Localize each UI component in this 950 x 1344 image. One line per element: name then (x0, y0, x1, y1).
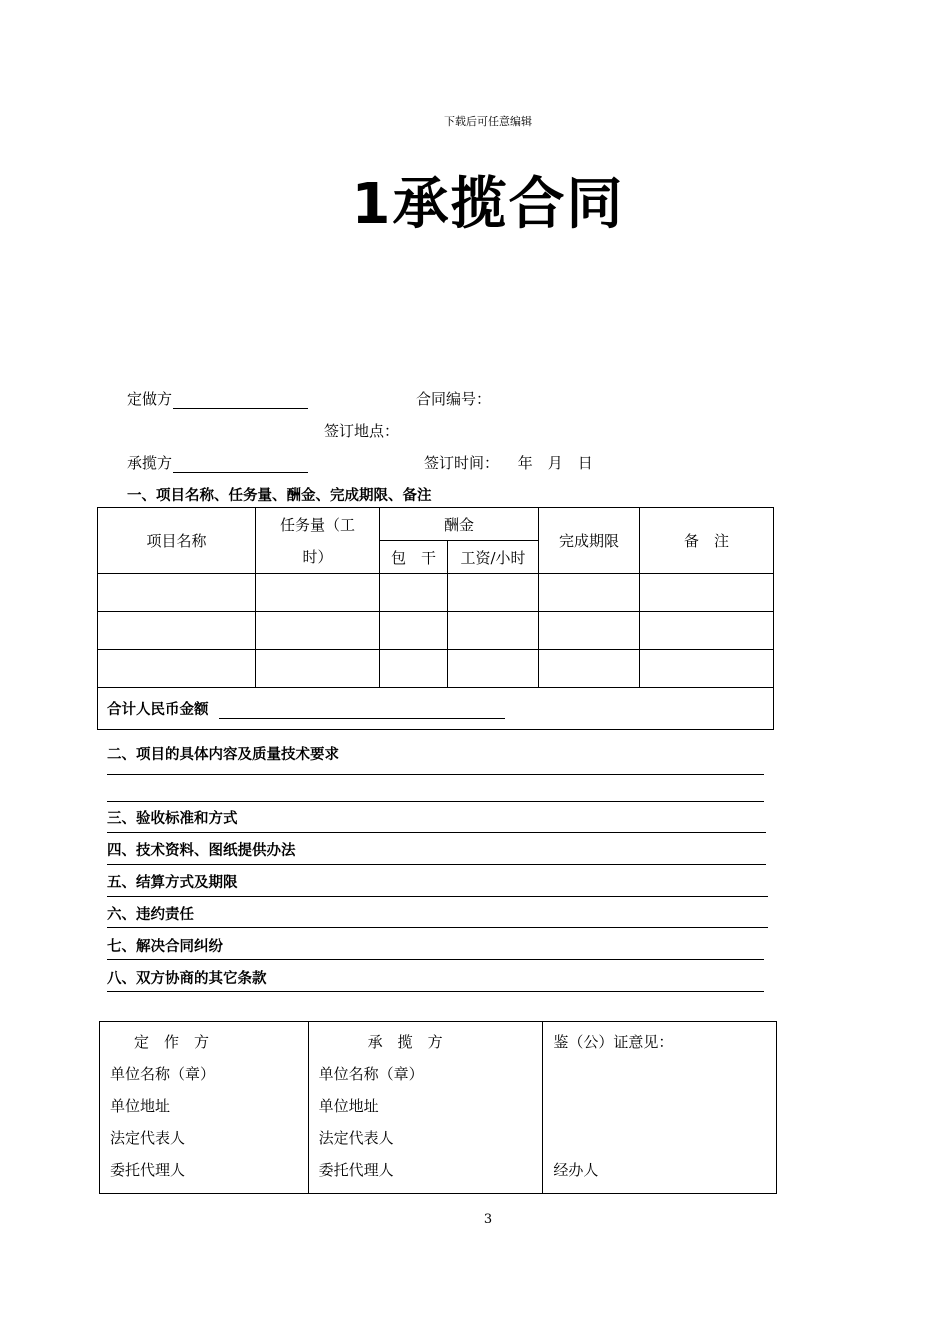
contractor-agent: 委托代理人 (318, 1161, 394, 1179)
page-number: 3 (483, 1212, 493, 1227)
handler-label: 经办人 (553, 1161, 599, 1179)
contractor-party-field (127, 452, 308, 473)
document-title: 1承揽合同 (351, 172, 625, 237)
contractor-party-label: 承揽方 (127, 454, 173, 472)
col-header-deadline: 完成期限 (539, 508, 640, 574)
contract-no-label: 合同编号： (416, 390, 492, 408)
table-row (98, 650, 774, 688)
ordering-party-label: 定做方 (127, 390, 173, 408)
col-header-pay-lump: 包 干 (380, 541, 448, 574)
col-header-workload: 任务量（工时） (256, 508, 380, 574)
contractor-party-heading: 承 揽 方 (367, 1033, 443, 1051)
contractor-sign-cell (308, 1022, 543, 1194)
signature-table (99, 1021, 777, 1194)
ordering-agent: 委托代理人 (110, 1161, 186, 1179)
ordering-party-field (127, 388, 308, 409)
col-header-remark: 备 注 (640, 508, 774, 574)
section5-heading: 五、结算方式及期限 (107, 875, 238, 891)
total-amount-row (98, 688, 774, 730)
section4-heading: 四、技术资料、图纸提供办法 (107, 843, 296, 859)
col-header-pay-hourly: 工资/小时 (448, 541, 539, 574)
fill-line (107, 801, 764, 802)
ordering-legal-rep: 法定代表人 (110, 1129, 186, 1147)
col-header-pay: 酬金 (380, 508, 539, 541)
fill-line (107, 991, 764, 992)
fill-line (107, 832, 766, 833)
sign-date-text: 年 月 日 (517, 454, 593, 472)
section1-heading: 一、项目名称、任务量、酬金、完成期限、备注 (127, 488, 432, 504)
ordering-unit-name: 单位名称（章） (110, 1065, 216, 1083)
fill-line (107, 864, 766, 865)
sign-time-field (424, 452, 593, 473)
contractor-unit-address: 单位地址 (318, 1097, 379, 1115)
table-row (98, 574, 774, 612)
section6-heading: 六、违约责任 (107, 907, 194, 923)
page-header-note: 下载后可任意编辑 (444, 115, 532, 128)
sign-place-label: 签订地点： (324, 422, 400, 440)
fill-line (107, 896, 768, 897)
table-row (98, 612, 774, 650)
fill-line (107, 959, 764, 960)
total-amount-label: 合计人民币金额 (107, 702, 209, 718)
ordering-party-heading: 定 作 方 (134, 1033, 210, 1051)
section3-heading: 三、验收标准和方式 (107, 811, 238, 827)
notary-cell (543, 1022, 777, 1194)
sign-time-label: 签订时间： (424, 454, 500, 472)
notary-opinion-label: 鉴（公）证意见： (553, 1033, 674, 1051)
ordering-unit-address: 单位地址 (110, 1097, 171, 1115)
col-header-name: 项目名称 (98, 508, 256, 574)
fill-line (107, 927, 768, 928)
contractor-party-blank (173, 455, 308, 473)
ordering-party-blank (173, 391, 308, 409)
total-amount-blank (219, 702, 505, 719)
contractor-unit-name: 单位名称（章） (318, 1065, 424, 1083)
section8-heading: 八、双方协商的其它条款 (107, 971, 267, 987)
section7-heading: 七、解决合同纠纷 (107, 939, 223, 955)
ordering-party-sign-cell (100, 1022, 309, 1194)
section2-heading: 二、项目的具体内容及质量技术要求 (107, 747, 339, 763)
fill-line (107, 774, 764, 775)
contractor-legal-rep: 法定代表人 (318, 1129, 394, 1147)
project-table (97, 507, 774, 730)
